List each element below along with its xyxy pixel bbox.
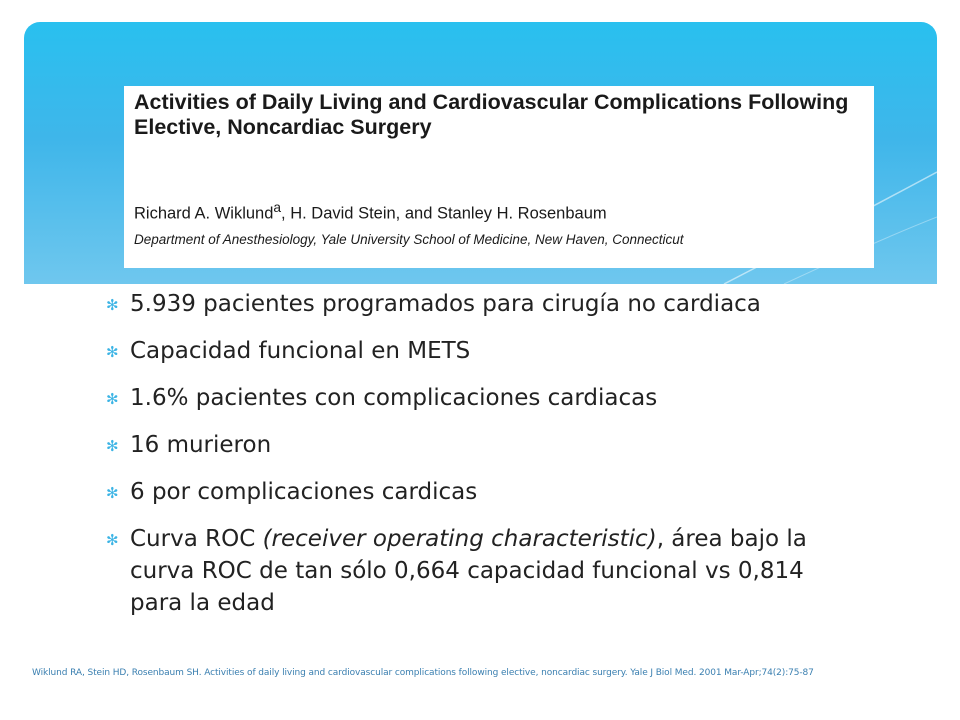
bullet-list: [100, 288, 860, 634]
author-rest: , H. David Stein, and Stanley H. Rosenbaum: [281, 204, 607, 223]
star-bullet-icon: ✻: [106, 437, 119, 455]
bullet-text: Capacidad funcional en METS: [130, 338, 471, 364]
bullet-text: 1.6% pacientes con complicaciones cardiacas: [130, 385, 658, 411]
list-item: [100, 335, 860, 367]
bullet-text: 5.939 pacientes programados para cirugía no cardiaca: [130, 291, 761, 317]
star-bullet-icon: ✻: [106, 296, 119, 314]
bullet-text: 6 por complicaciones cardicas: [130, 479, 478, 505]
citation: Wiklund RA, Stein HD, Rosenbaum SH. Activities of daily living and cardiovascular complications following elective, noncardiac surgery. Yale J Biol Med. 2001 Mar-Apr;74(2):75-87: [32, 668, 814, 678]
star-bullet-icon: ✻: [106, 343, 119, 361]
bullet-text-prefix: Curva ROC: [130, 526, 263, 552]
bullet-text-suffix: , área bajo la curva ROC de tan sólo 0,664 capacidad funcional vs 0,814 para la edad: [130, 526, 807, 616]
star-bullet-icon: ✻: [106, 390, 119, 408]
article-authors: [134, 198, 864, 224]
author-superscript: a: [273, 200, 282, 215]
list-item: [100, 523, 860, 619]
list-item: [100, 429, 860, 461]
star-bullet-icon: ✻: [106, 531, 119, 549]
author-first: Richard A. Wiklund: [134, 204, 274, 223]
article-title: Activities of Daily Living and Cardiovascular Complications Following Elective, Noncardiac Surgery: [134, 90, 849, 139]
article-header-image: [124, 86, 874, 268]
bullet-text-italic: (receiver operating characteristic): [262, 526, 657, 552]
bullet-text: 16 murieron: [130, 432, 272, 458]
star-bullet-icon: ✻: [106, 484, 119, 502]
list-item: [100, 288, 860, 320]
header-banner: [24, 22, 937, 284]
list-item: [100, 476, 860, 508]
list-item: [100, 382, 860, 414]
article-affiliation: Department of Anesthesiology, Yale University School of Medicine, New Haven, Connecticut: [134, 232, 684, 247]
